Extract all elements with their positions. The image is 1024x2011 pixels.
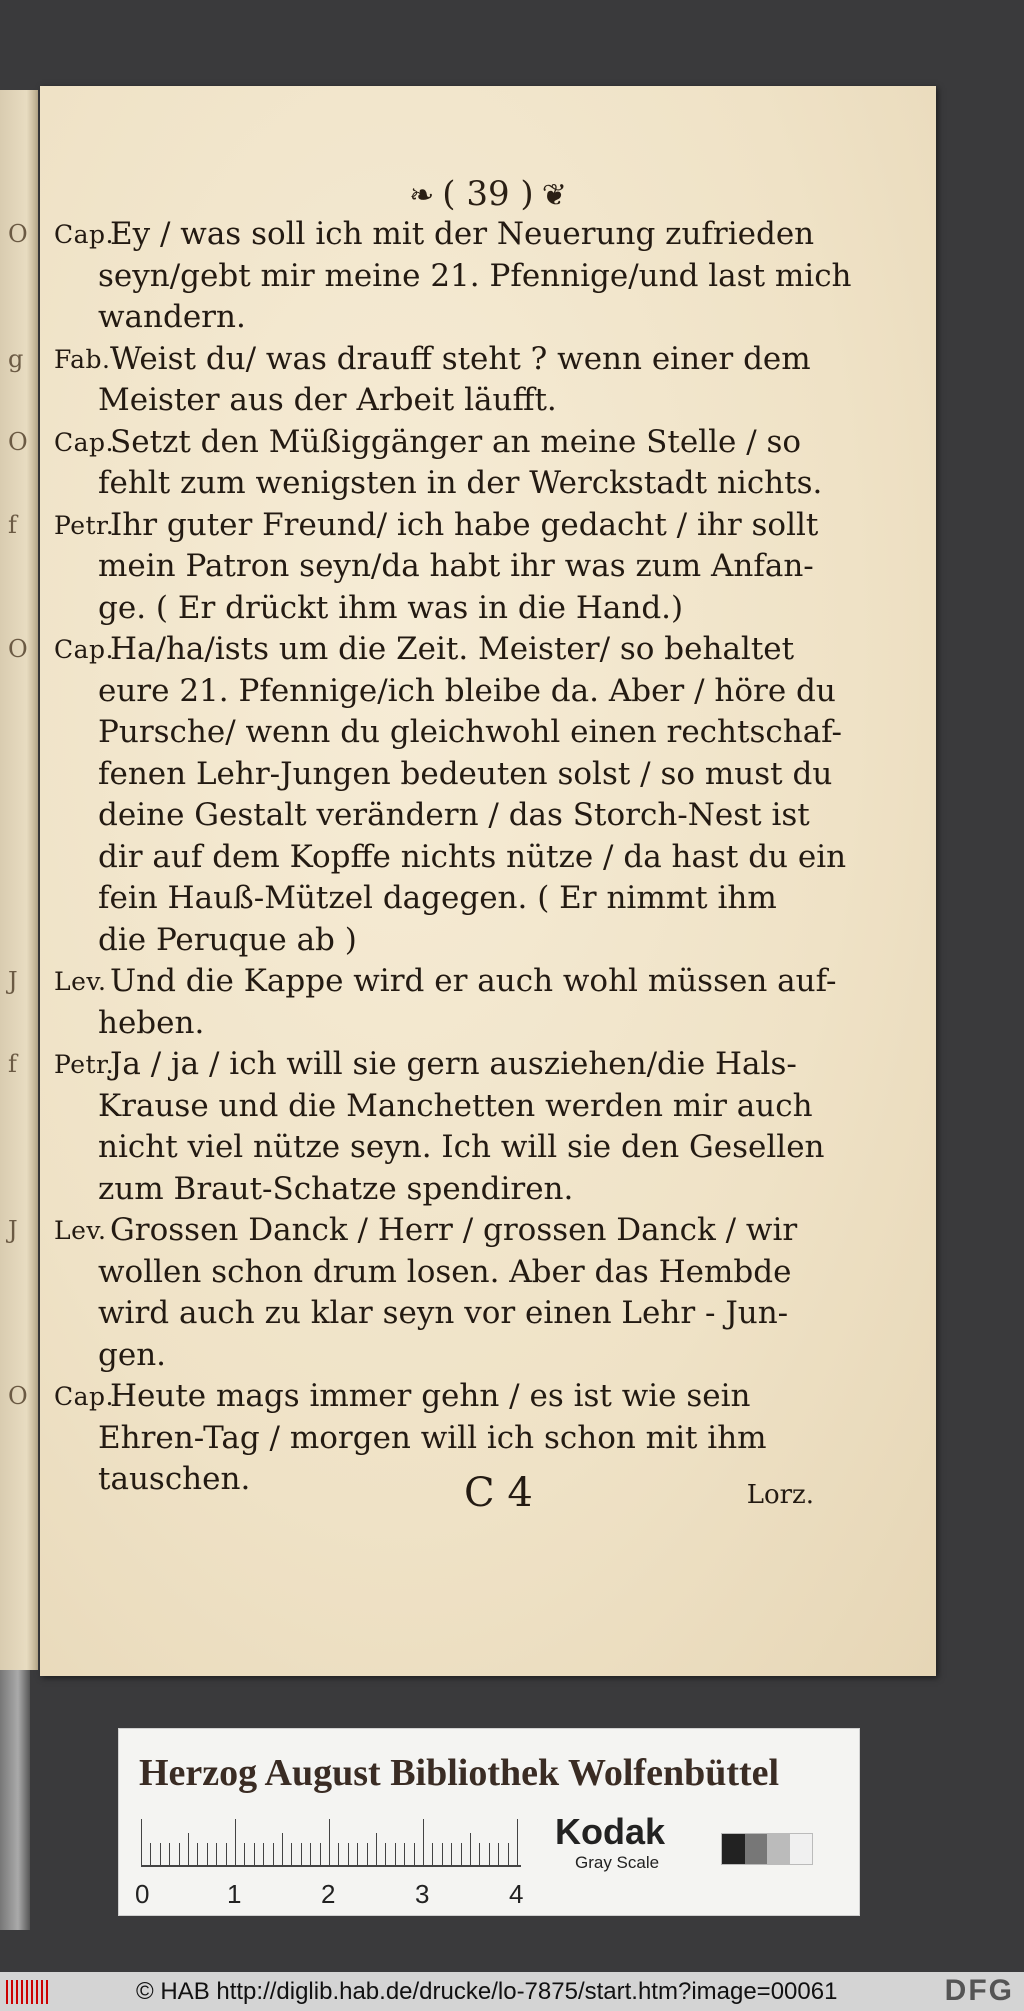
copyright-url[interactable]: © HAB http://diglib.hab.de/drucke/lo-7875/start.htm?image=00061 — [136, 1978, 838, 2005]
ruler-tick — [432, 1843, 433, 1865]
ruler-tick — [329, 1819, 330, 1865]
ruler-tick — [226, 1843, 227, 1865]
margin-fragment: J — [8, 1216, 18, 1244]
text-line: wandern. — [98, 299, 246, 335]
ruler-tick — [197, 1843, 198, 1865]
text-line: Krause und die Manchetten werden mir auch — [98, 1087, 813, 1124]
ruler-tick — [282, 1833, 283, 1865]
signature-mark: C 4 — [464, 1470, 533, 1516]
margin-fragment: O — [8, 427, 28, 456]
ruler-number: 0 — [135, 1879, 150, 1909]
text-line: Weist du/ was drauff steht ? wenn einer dem — [110, 340, 811, 377]
text-line: fehlt zum wenigsten in der Werckstadt nichts. — [98, 465, 823, 501]
text-line: zum Braut-Schatze spendiren. — [98, 1170, 574, 1207]
speaker-name: Lev. — [54, 967, 107, 996]
ruler-tick — [301, 1843, 302, 1865]
ruler-tick — [216, 1843, 217, 1865]
ruler-tick — [141, 1819, 142, 1865]
text-line: heben. — [98, 1004, 205, 1041]
speaker-name: Lev. — [54, 1216, 107, 1245]
scanned-page — [8, 86, 936, 1676]
ruler-tick — [160, 1843, 161, 1865]
margin-fragment: g — [8, 344, 24, 373]
margin-fragment: J — [8, 967, 18, 995]
dialogue-entry — [8, 1044, 880, 1210]
speaker-name: Cap. — [54, 220, 114, 249]
text-line: fenen Lehr-Jungen bedeuten solst / so must du — [98, 755, 833, 792]
dialogue-entry — [8, 422, 880, 505]
speaker-name: Cap. — [54, 635, 114, 664]
margin-fragment: f — [8, 1050, 17, 1078]
text-line: fein Hauß-Mützel dagegen. ( Er nimmt ihm — [98, 880, 777, 916]
kodak-logo: Kodak — [555, 1811, 666, 1852]
dialogue-entry — [8, 629, 880, 961]
text-line: Grossen Danck / Herr / grossen Danck / wir — [110, 1212, 798, 1248]
dialogue-entry — [8, 214, 880, 339]
dialogue-text — [8, 214, 880, 1501]
ruler-number: 2 — [321, 1879, 336, 1909]
ruler-tick — [254, 1843, 255, 1865]
ruler-tick — [244, 1843, 245, 1865]
speaker-name: Petr. — [54, 1050, 115, 1079]
text-line: Meister aus der Arbeit läufft. — [98, 382, 557, 418]
text-line: Ha/ha/ists um die Zeit. Meister/ so behaltet — [110, 631, 795, 667]
color-calibration-card — [118, 1728, 860, 1916]
ruler-tick — [479, 1843, 480, 1865]
ruler-tick — [235, 1819, 236, 1865]
text-line: nicht viel nütze seyn. Ich will sie den Gesellen — [98, 1129, 825, 1165]
ruler-tick — [489, 1843, 490, 1865]
dfg-logo: DFG — [944, 1974, 1014, 2007]
speaker-name: Cap. — [54, 427, 114, 457]
dialogue-entry — [8, 505, 880, 630]
ruler-tick — [207, 1843, 208, 1865]
barcode-icon — [6, 1980, 50, 2004]
text-line: Und die Kappe wird er auch wohl müssen auf- — [110, 963, 837, 999]
ornament-right-icon: ❦ — [541, 178, 567, 213]
ruler-tick — [508, 1843, 509, 1865]
dialogue-entry — [8, 1210, 880, 1376]
ruler-number: 4 — [509, 1879, 524, 1909]
ruler-number: 3 — [415, 1879, 430, 1909]
text-line: Heute mags immer gehn / es ist wie sein — [110, 1378, 751, 1414]
ornament-left-icon: ❧ — [409, 178, 435, 213]
margin-fragment: O — [8, 220, 28, 248]
gray-scale-label: Gray Scale — [575, 1853, 660, 1872]
library-name: Herzog August Bibliothek Wolfenbüttel — [139, 1752, 780, 1794]
ruler-tick — [395, 1843, 396, 1865]
ruler-number: 1 — [227, 1879, 242, 1909]
ruler-tick — [169, 1843, 170, 1865]
text-line: Pursche/ wenn du gleichwohl einen rechtschaf- — [98, 714, 843, 750]
text-line: eure 21. Pfennige/ich bleibe da. Aber / höre du — [98, 672, 836, 709]
ruler-tick — [188, 1833, 189, 1865]
text-line: wollen schon drum losen. Aber das Hembde — [98, 1253, 792, 1290]
ruler-tick — [376, 1833, 377, 1865]
ruler-tick — [357, 1843, 358, 1865]
ruler-tick — [320, 1843, 321, 1865]
book-spine-edge — [0, 1670, 30, 1930]
footer-bar — [0, 1972, 1024, 2011]
speaker-name: Fab. — [54, 344, 111, 374]
ruler-tick — [385, 1843, 386, 1865]
text-line: deine Gestalt verändern / das Storch-Nest ist — [98, 797, 810, 833]
text-line: Setzt den Müßiggänger an meine Stelle / so — [110, 423, 802, 460]
ruler-tick — [498, 1843, 499, 1865]
text-line: Ey / was soll ich mit der Neuerung zufrieden — [110, 216, 815, 252]
ruler-tick — [451, 1843, 452, 1865]
ruler-tick — [263, 1843, 264, 1865]
ruler-tick — [461, 1843, 462, 1865]
text-line: seyn/gebt mir meine 21. Pfennige/und last mich — [98, 257, 852, 294]
dialogue-entry — [8, 961, 880, 1044]
page-number-header — [40, 174, 936, 214]
gray-scale-patch — [721, 1833, 813, 1865]
ruler-tick — [291, 1843, 292, 1865]
ruler-tick — [470, 1833, 471, 1865]
text-line: wird auch zu klar seyn vor einen Lehr - Jun- — [98, 1295, 789, 1331]
text-line: gen. — [98, 1336, 167, 1373]
ruler-tick — [517, 1819, 518, 1865]
ruler-tick — [423, 1819, 424, 1865]
text-line: mein Patron seyn/da habt ihr was zum Anfan- — [98, 548, 814, 584]
ruler-tick — [338, 1843, 339, 1865]
text-line: die Peruque ab ) — [98, 921, 357, 958]
ruler-tick — [310, 1843, 311, 1865]
adjacent-page-edge — [0, 90, 38, 1670]
text-line: tauschen. — [98, 1461, 251, 1497]
page-number: ( 39 ) — [442, 174, 534, 214]
ruler-tick — [273, 1843, 274, 1865]
speaker-name: Petr. — [54, 510, 115, 540]
ruler-tick — [442, 1843, 443, 1865]
text-line: Ihr guter Freund/ ich habe gedacht / ihr sollt — [110, 506, 819, 543]
text-line: dir auf dem Kopffe nichts nütze / da hast du ein — [98, 838, 847, 875]
measuring-ruler — [141, 1819, 521, 1867]
ruler-tick — [179, 1843, 180, 1865]
margin-fragment: O — [8, 1382, 28, 1410]
text-line: Ehren-Tag / morgen will ich schon mit ihm — [98, 1419, 767, 1456]
ruler-tick — [404, 1843, 405, 1865]
margin-fragment: O — [8, 635, 28, 663]
margin-fragment: f — [8, 510, 17, 539]
ruler-tick — [348, 1843, 349, 1865]
speaker-name: Cap. — [54, 1382, 114, 1411]
catchword: Lorz. — [746, 1480, 814, 1510]
text-line: Ja / ja / ich will sie gern ausziehen/die Hals- — [110, 1046, 797, 1082]
ruler-tick — [150, 1843, 151, 1865]
dialogue-entry — [8, 339, 880, 422]
ruler-tick — [367, 1843, 368, 1865]
ruler-tick — [414, 1843, 415, 1865]
text-line: ge. ( Er drückt ihm was in die Hand.) — [98, 589, 684, 626]
